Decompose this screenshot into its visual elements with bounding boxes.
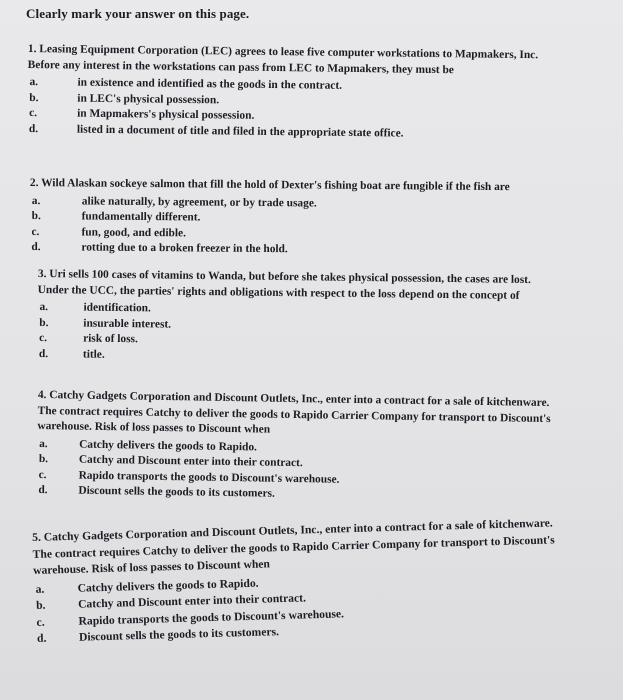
choice-letter: c.	[38, 468, 47, 481]
choice-letter: b.	[29, 91, 39, 104]
choice-letter: a.	[35, 582, 45, 596]
choice-text: in Mapmakers's physical possession.	[77, 107, 255, 122]
choice-text: in existence and identified as the goods in the contract.	[77, 76, 343, 92]
choice-text: Catchy delivers the goods to Rapido.	[77, 576, 259, 595]
choice-text: Catchy and Discount enter into their contract.	[78, 453, 303, 470]
choice-text: Discount sells the goods to its customers.	[78, 484, 275, 500]
page-heading: Clearly mark your answer on this page.	[26, 6, 250, 21]
choice-text: listed in a document of title and filed in the appropriate state office.	[76, 123, 404, 140]
choice-text: Discount sells the goods to its customers.	[78, 625, 280, 644]
question-2	[29, 176, 590, 260]
choice-letter: b.	[35, 598, 46, 612]
choice-letter: c.	[36, 615, 45, 629]
choice-text: risk of loss.	[83, 332, 138, 346]
question-5-text: 5. Catchy Gadgets Corporation and Discount Outlets, Inc., enter into a contract for a sale of kitchenware. The contract requires Catchy to deliver the goods to Rapido Carrier Company for transport to Discount's warehouse. Risk of loss passes to Discount when	[32, 516, 555, 577]
choice-letter: a.	[29, 76, 39, 89]
choice-text: Catchy delivers the goods to Rapido.	[79, 438, 258, 453]
choice-text: alike naturally, by agreement, or by trade usage.	[81, 194, 317, 210]
question-3	[37, 267, 598, 369]
choice-letter: a.	[31, 194, 41, 207]
question-4-text: 4. Catchy Gadgets Corporation and Discount Outlets, Inc., enter into a contract for a sale of kitchenware. The contract requires Catchy to deliver the goods to Rapido Carrier Company for transport to Discount's warehouse. Risk of loss passes to Discount when	[37, 388, 551, 436]
choice-text: title.	[82, 348, 105, 361]
choice-text: rotting due to a broken freezer in the hold.	[81, 241, 288, 256]
choice-letter: c.	[31, 225, 40, 238]
choice-letter: b.	[31, 210, 41, 223]
choice-letter: b.	[38, 453, 49, 466]
question-5	[32, 514, 595, 647]
choice-letter: d.	[38, 347, 49, 360]
choice-letter: a.	[39, 437, 48, 450]
choice-text: identification.	[83, 301, 151, 315]
question-3-text: 3. Uri sells 100 cases of vitamins to Wanda, but before she takes physical possession, the cases are lost. Under the UCC, the parties' rights and obligations with respect to the loss depend on the concept of	[37, 267, 531, 302]
choice-letter: c.	[29, 107, 38, 120]
choice-letter: d.	[38, 484, 48, 497]
question-4	[36, 388, 598, 507]
choice-text: Catchy and Discount enter into their contract.	[77, 591, 307, 611]
choice-letter: d.	[31, 241, 41, 254]
choice-text: insurable interest.	[83, 317, 172, 331]
question-2-text: 2. Wild Alaskan sockeye salmon that fill the hold of Dexter's fishing boat are fungible if the fish are	[29, 176, 510, 194]
choice-letter: d.	[36, 631, 47, 645]
choice-text: in LEC's physical possession.	[77, 92, 220, 106]
choice-text: fun, good, and edible.	[81, 225, 187, 239]
choice-text: Rapido transports the goods to Discount's warehouse.	[78, 606, 345, 628]
choice-letter: c.	[39, 332, 48, 345]
choice-letter: b.	[39, 316, 49, 329]
choice-letter: a.	[39, 301, 49, 314]
choice-letter: d.	[28, 122, 39, 135]
question-1-text: 1. Leasing Equipment Corporation (LEC) agrees to lease five computer workstations to Mapmakers, Inc. Before any interest in the workstations can pass from LEC to Mapmakers, they must be	[27, 42, 539, 76]
choice-text: fundamentally different.	[81, 210, 201, 224]
choice-text: Rapido transports the goods to Discount's warehouse.	[78, 469, 340, 486]
question-1	[27, 42, 598, 144]
